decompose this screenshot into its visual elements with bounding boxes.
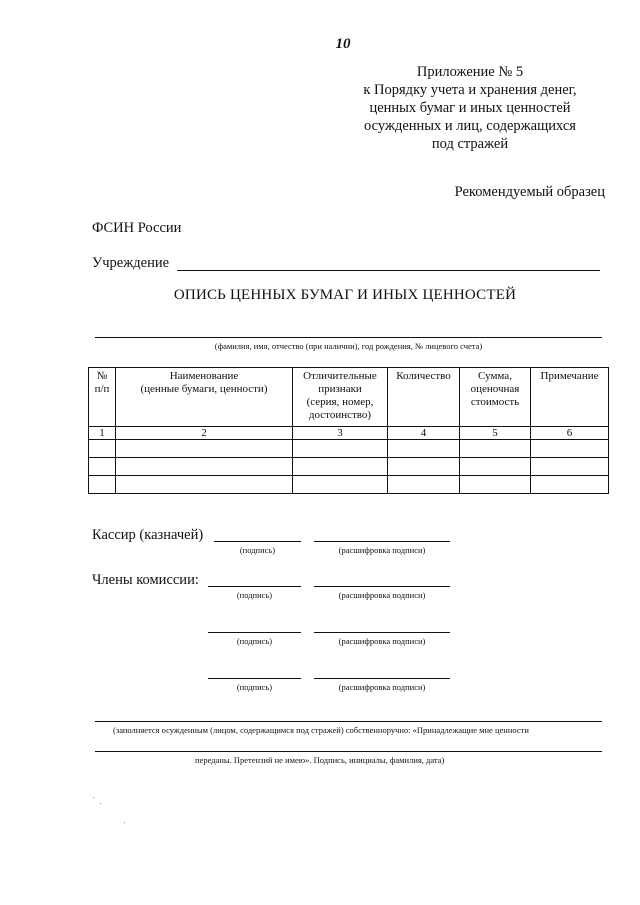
header-note: Примечание — [540, 370, 599, 382]
decoding-caption: (расшифровка подписи) — [338, 636, 426, 646]
header-cell — [460, 368, 531, 427]
member-decoding-line[interactable] — [314, 632, 450, 633]
person-caption: (фамилия, имя, отчество (при наличии), год рождения, № лицевого счета) — [214, 341, 483, 351]
header-features: Отличительные признаки (серия, номер, достоинство) — [303, 370, 377, 421]
table-row — [89, 476, 609, 494]
table-cell[interactable] — [293, 458, 388, 476]
header-quantity: Количество — [396, 370, 451, 382]
table-cell[interactable] — [460, 476, 531, 494]
header-number: № п/п — [94, 370, 110, 395]
member-signature-line[interactable] — [208, 678, 301, 679]
appendix-line: осужденных и лиц, содержащихся — [364, 118, 576, 134]
cashier-decoding-line[interactable] — [314, 541, 450, 542]
column-number: 5 — [460, 427, 531, 440]
table-cell[interactable] — [89, 458, 116, 476]
signature-caption: (подпись) — [236, 682, 273, 692]
table-cell[interactable] — [388, 440, 460, 458]
column-number-row — [89, 427, 609, 440]
institution-label: Учреждение — [92, 255, 170, 271]
appendix-line: под стражей — [431, 136, 509, 152]
table-row — [89, 458, 609, 476]
appendix-line: к Порядку учета и хранения денег, — [363, 82, 577, 98]
signature-caption: (подпись) — [236, 590, 273, 600]
institution-fill-line — [177, 270, 600, 271]
table-cell[interactable] — [388, 476, 460, 494]
column-number: 3 — [293, 427, 388, 440]
cashier-signature-line[interactable] — [214, 541, 301, 542]
member-signature-line[interactable] — [208, 586, 301, 587]
table-cell[interactable] — [293, 440, 388, 458]
signature-caption: (подпись) — [239, 545, 276, 555]
header-cell — [89, 368, 116, 427]
appendix-line: Приложение № 5 — [416, 64, 524, 80]
table-cell[interactable] — [116, 476, 293, 494]
decoding-caption: (расшифровка подписи) — [338, 545, 426, 555]
statement-line[interactable] — [95, 721, 602, 722]
table-cell[interactable] — [460, 440, 531, 458]
decoding-caption: (расшифровка подписи) — [338, 590, 426, 600]
table-cell[interactable] — [89, 476, 116, 494]
table-cell[interactable] — [89, 440, 116, 458]
scan-speck — [93, 797, 94, 798]
column-number: 4 — [388, 427, 460, 440]
inventory-table — [88, 367, 609, 494]
table-cell[interactable] — [388, 458, 460, 476]
member-decoding-line[interactable] — [314, 586, 450, 587]
header-cell — [293, 368, 388, 427]
table-cell[interactable] — [531, 458, 609, 476]
header-cell — [531, 368, 609, 427]
table-cell[interactable] — [293, 476, 388, 494]
table-cell[interactable] — [116, 458, 293, 476]
decoding-caption: (расшифровка подписи) — [338, 682, 426, 692]
appendix-line: ценных бумаг и иных ценностей — [369, 100, 571, 116]
table-cell[interactable] — [531, 476, 609, 494]
column-number: 6 — [531, 427, 609, 440]
column-number: 2 — [116, 427, 293, 440]
header-cell — [116, 368, 293, 427]
column-number: 1 — [89, 427, 116, 440]
person-fill-line — [95, 337, 602, 338]
member-decoding-line[interactable] — [314, 678, 450, 679]
member-signature-line[interactable] — [208, 632, 301, 633]
page-number: 10 — [335, 36, 351, 52]
scan-speck — [124, 822, 125, 823]
table-cell[interactable] — [460, 458, 531, 476]
header-sum: Сумма, оценочная стоимость — [470, 370, 520, 408]
signature-caption: (подпись) — [236, 636, 273, 646]
scan-speck — [100, 803, 101, 804]
statement-line[interactable] — [95, 751, 602, 752]
statement-text: переданы. Претензий не имею». Подпись, инициалы, фамилия, дата) — [195, 755, 445, 765]
header-cell — [388, 368, 460, 427]
table-cell[interactable] — [531, 440, 609, 458]
table-header-row — [89, 368, 609, 427]
statement-text: (заполняется осужденным (лицом, содержащимся под стражей) собственноручно: «Принадлежащие мне ценности — [113, 725, 529, 735]
appendix-header — [330, 63, 610, 153]
header-name: Наименование (ценные бумаги, ценности) — [140, 370, 268, 395]
sample-label: Рекомендуемый образец — [454, 184, 605, 200]
cashier-label: Кассир (казначей) — [92, 527, 204, 543]
document-title: ОПИСЬ ЦЕННЫХ БУМАГ И ИНЫХ ЦЕННОСТЕЙ — [173, 287, 517, 303]
organization-name: ФСИН России — [92, 220, 182, 236]
table-row — [89, 440, 609, 458]
commission-label: Члены комиссии: — [92, 572, 199, 588]
table-cell[interactable] — [116, 440, 293, 458]
